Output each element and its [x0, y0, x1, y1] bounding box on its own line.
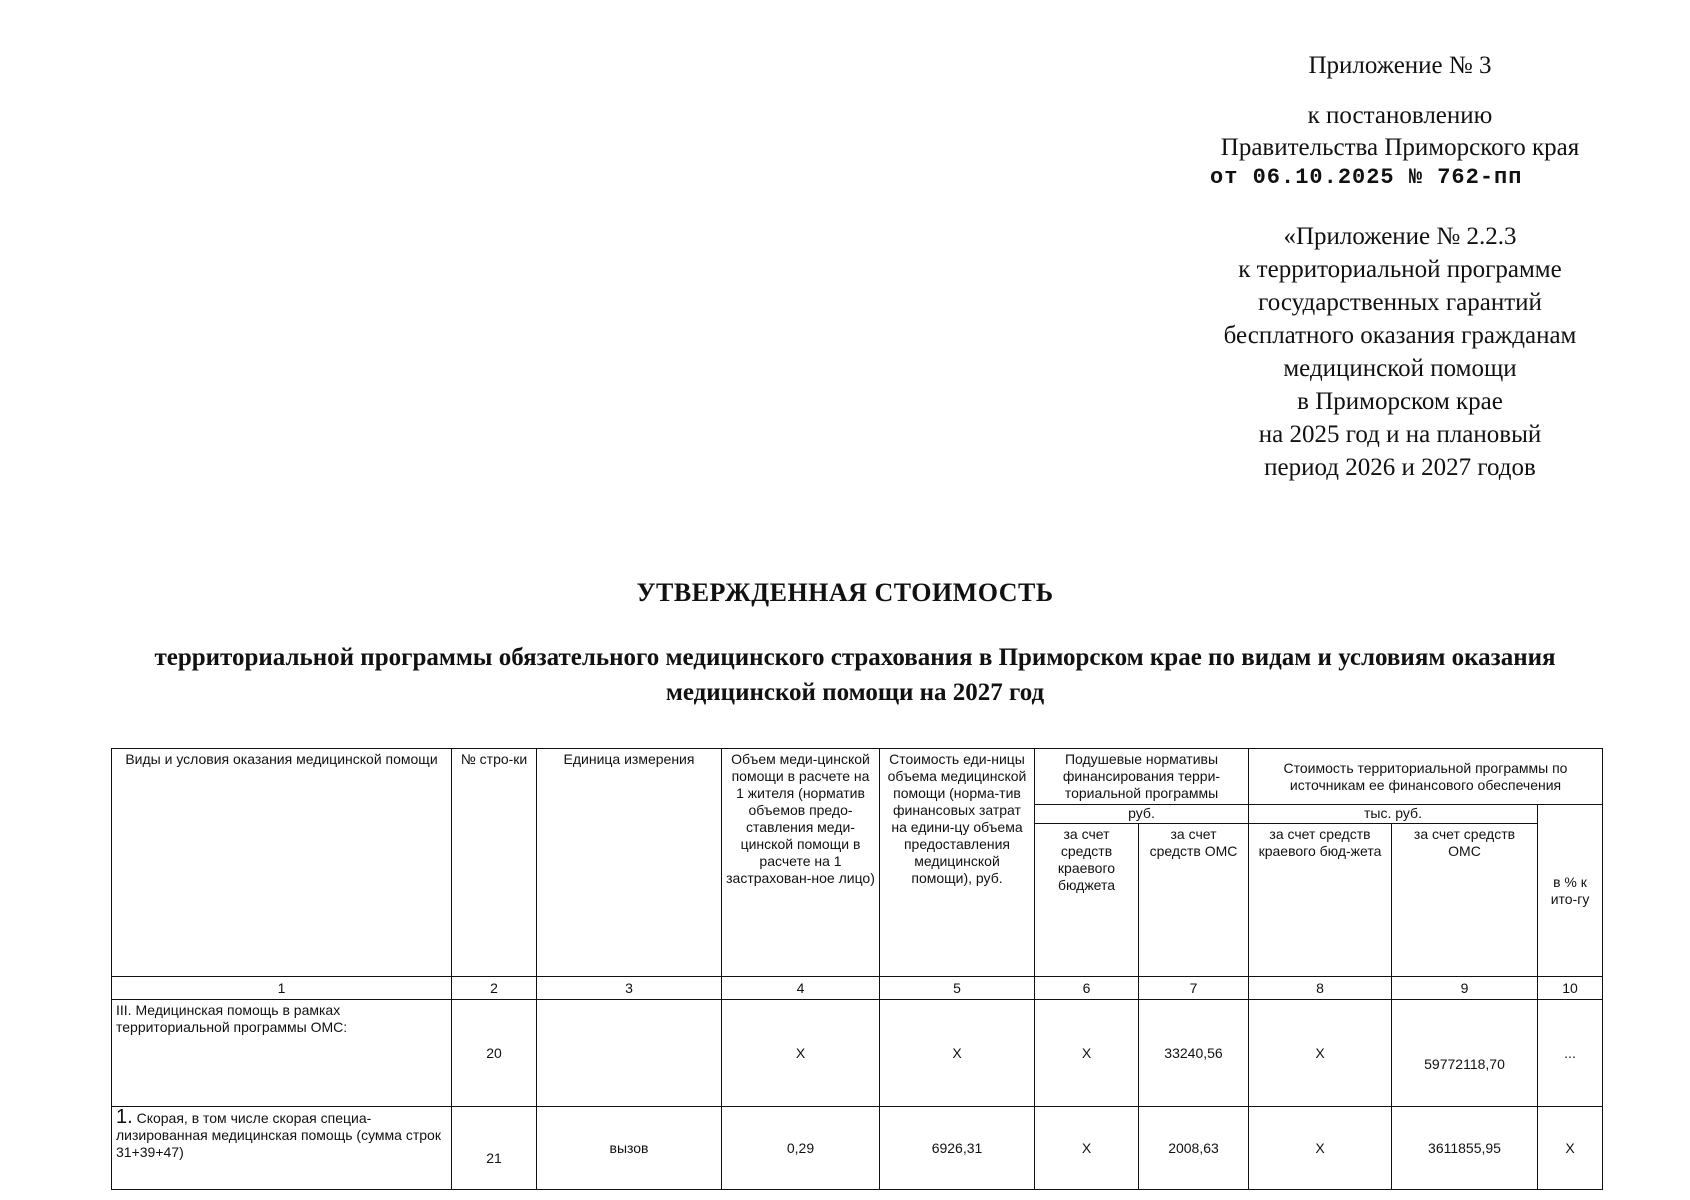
row-name: Скорая, в том числе скорая специа-лизированная медицинская помощь (сумма строк 31+39+47)	[116, 1110, 441, 1160]
header-unit: Единица измерения	[537, 749, 722, 977]
column-number: 3	[537, 977, 722, 1000]
row-unit: вызов	[537, 1107, 722, 1190]
row-unit-cost: 6926,31	[880, 1107, 1035, 1190]
row-per-capita-budget: Х	[1035, 1107, 1139, 1190]
header-unit-cost: Стоимость еди-ницы объема медицинской помощи (норма-тив финансовых затрат на едини-цу объема предоставления медицинской помощи), руб.	[880, 749, 1035, 977]
header-cost-oms: за счет средств ОМС	[1392, 824, 1538, 977]
appendix-title	[1150, 50, 1650, 82]
row-per-capita-oms: 2008,63	[1139, 1107, 1249, 1190]
header-program-cost-group: Стоимость территориальной программы по источникам ее финансового обеспечения	[1249, 749, 1603, 805]
header-kind-conditions: Виды и условия оказания медицинской помощи	[112, 749, 452, 977]
sub-appendix-line-1: «Приложение № 2.2.3	[1283, 223, 1517, 250]
column-number: 8	[1249, 977, 1392, 1000]
column-number: 2	[452, 977, 537, 1000]
sub-appendix-reference	[1150, 220, 1650, 484]
column-number: 10	[1538, 977, 1603, 1000]
sub-appendix-line-8: период 2026 и 2027 годов	[1264, 454, 1536, 481]
sub-appendix-line-3: государственных гарантий	[1258, 289, 1542, 316]
sub-appendix-line-5: медицинской помощи	[1283, 355, 1517, 382]
header-line-number: № стро-ки	[452, 749, 537, 977]
column-number: 4	[722, 977, 880, 1000]
header-percent: в % к ито-гу	[1538, 805, 1603, 977]
header-cost-budget: за счет средств краевого бюд-жета	[1249, 824, 1392, 977]
row-per-capita-budget: Х	[1035, 1000, 1139, 1107]
header-per-capita-group: Подушевые нормативы финансирования терри-ториальной программы	[1035, 749, 1249, 805]
column-number: 5	[880, 977, 1035, 1000]
row-per-capita-oms: 33240,56	[1139, 1000, 1249, 1107]
column-number: 7	[1139, 977, 1249, 1000]
row-percent: ...	[1538, 1000, 1603, 1107]
header-per-capita-unit: руб.	[1035, 805, 1249, 824]
header-program-cost-unit: тыс. руб.	[1249, 805, 1538, 824]
row-name-cell	[112, 1107, 452, 1190]
to-decree-line: к постановлению	[1307, 102, 1493, 129]
row-name-number: 1.	[116, 1106, 133, 1128]
column-numbers-row	[112, 977, 1603, 1000]
document-subtitle: территориальной программы обязательного медицинского страхования в Приморском крае по видам и условиям оказания медицинской помощи на 2027 год	[154, 644, 1556, 706]
column-number: 6	[1035, 977, 1139, 1000]
table-header-row-1	[112, 749, 1603, 805]
column-number: 9	[1392, 977, 1538, 1000]
row-cost-oms: 3611855,95	[1392, 1107, 1538, 1190]
government-line: Правительства Приморского края	[1220, 134, 1580, 161]
row-cost-oms: 59772118,70	[1392, 1000, 1538, 1107]
row-cost-budget: Х	[1249, 1107, 1392, 1190]
row-unit	[537, 1000, 722, 1107]
sub-appendix-line-2: к территориальной программе	[1238, 256, 1562, 283]
row-unit-cost: Х	[880, 1000, 1035, 1107]
row-line-number: 21	[452, 1107, 537, 1190]
sub-appendix-line-6: в Приморском крае	[1297, 388, 1503, 415]
row-name: III. Медицинская помощь в рамках территориальной программы ОМС:	[112, 1000, 452, 1107]
document-title: УТВЕРЖДЕННАЯ СТОИМОСТЬ	[636, 578, 1054, 607]
row-volume: 0,29	[722, 1107, 880, 1190]
table-row	[112, 1000, 1603, 1107]
appendix-title-text: Приложение № 3	[1308, 52, 1492, 79]
header-per-capita-oms: за счет средств ОМС	[1139, 824, 1249, 977]
row-line-number: 20	[452, 1000, 537, 1107]
row-percent: Х	[1538, 1107, 1603, 1190]
header-volume: Объем меди-цинской помощи в расчете на 1 жителя (норматив объемов предо-ставления меди-цинской помощи в расчете на 1 застрахован-ное лицо)	[722, 749, 880, 977]
decree-reference	[1150, 100, 1650, 192]
sub-appendix-line-4: бесплатного оказания гражданам	[1223, 322, 1577, 349]
decree-date-number: от 06.10.2025 № 762-пп	[1210, 165, 1523, 190]
row-cost-budget: Х	[1249, 1000, 1392, 1107]
cost-table	[111, 748, 1603, 1190]
row-volume: Х	[722, 1000, 880, 1107]
table-row	[112, 1107, 1603, 1190]
header-per-capita-budget: за счет средств краевого бюджета	[1035, 824, 1139, 977]
sub-appendix-line-7: на 2025 год и на плановый	[1258, 421, 1542, 448]
column-number: 1	[112, 977, 452, 1000]
